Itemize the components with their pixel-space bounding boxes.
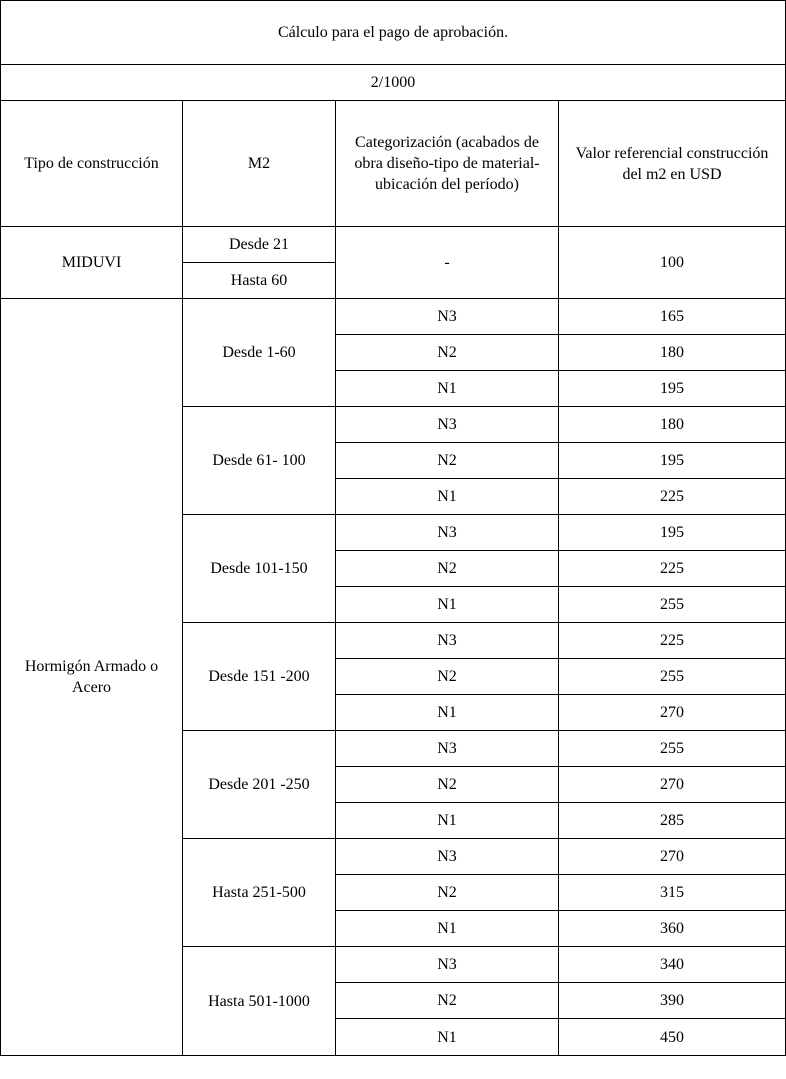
miduvi-m2-desde: Desde 21 bbox=[183, 227, 336, 263]
categoria-cell: N1 bbox=[336, 587, 559, 623]
valor-cell: 255 bbox=[559, 587, 786, 623]
categoria-cell: N3 bbox=[336, 731, 559, 767]
categoria-cell: N2 bbox=[336, 443, 559, 479]
hormigon-tipo: Hormigón Armado o Acero bbox=[1, 299, 183, 1056]
valor-cell: 195 bbox=[559, 515, 786, 551]
miduvi-valor: 100 bbox=[559, 227, 786, 299]
m2-range: Desde 201 -250 bbox=[183, 731, 336, 839]
valor-cell: 285 bbox=[559, 803, 786, 839]
table-row bbox=[1, 299, 786, 335]
categoria-cell: N3 bbox=[336, 515, 559, 551]
valor-cell: 225 bbox=[559, 623, 786, 659]
categoria-cell: N2 bbox=[336, 767, 559, 803]
m2-range: Hasta 251-500 bbox=[183, 839, 336, 947]
header-valor-referencial: Valor referencial construcción del m2 en USD bbox=[559, 101, 786, 227]
valor-cell: 180 bbox=[559, 335, 786, 371]
valor-cell: 195 bbox=[559, 371, 786, 407]
valor-cell: 195 bbox=[559, 443, 786, 479]
categoria-cell: N1 bbox=[336, 695, 559, 731]
header-categorizacion: Categorización (acabados de obra diseño-tipo de material-ubicación del período) bbox=[336, 101, 559, 227]
categoria-cell: N3 bbox=[336, 299, 559, 335]
categoria-cell: N1 bbox=[336, 479, 559, 515]
categoria-cell: N1 bbox=[336, 803, 559, 839]
m2-range: Desde 101-150 bbox=[183, 515, 336, 623]
categoria-cell: N2 bbox=[336, 875, 559, 911]
categoria-cell: N3 bbox=[336, 947, 559, 983]
fee-rate: 2/1000 bbox=[1, 65, 786, 101]
valor-cell: 270 bbox=[559, 695, 786, 731]
valor-cell: 360 bbox=[559, 911, 786, 947]
table-title: Cálculo para el pago de aprobación. bbox=[1, 1, 786, 65]
categoria-cell: N3 bbox=[336, 407, 559, 443]
m2-range: Desde 151 -200 bbox=[183, 623, 336, 731]
valor-cell: 180 bbox=[559, 407, 786, 443]
m2-range: Desde 1-60 bbox=[183, 299, 336, 407]
valor-cell: 225 bbox=[559, 551, 786, 587]
m2-range: Hasta 501-1000 bbox=[183, 947, 336, 1056]
valor-cell: 225 bbox=[559, 479, 786, 515]
header-tipo-construccion: Tipo de construcción bbox=[1, 101, 183, 227]
valor-cell: 315 bbox=[559, 875, 786, 911]
miduvi-tipo: MIDUVI bbox=[1, 227, 183, 299]
valor-cell: 270 bbox=[559, 839, 786, 875]
categoria-cell: N3 bbox=[336, 623, 559, 659]
categoria-cell: N1 bbox=[336, 371, 559, 407]
miduvi-m2-hasta: Hasta 60 bbox=[183, 263, 336, 299]
categoria-cell: N1 bbox=[336, 1019, 559, 1056]
categoria-cell: N1 bbox=[336, 911, 559, 947]
categoria-cell: N2 bbox=[336, 335, 559, 371]
categoria-cell: N2 bbox=[336, 983, 559, 1019]
categoria-cell: N2 bbox=[336, 659, 559, 695]
valor-cell: 255 bbox=[559, 731, 786, 767]
miduvi-categoria: - bbox=[336, 227, 559, 299]
header-m2: M2 bbox=[183, 101, 336, 227]
m2-range: Desde 61- 100 bbox=[183, 407, 336, 515]
valor-cell: 450 bbox=[559, 1019, 786, 1056]
valor-cell: 390 bbox=[559, 983, 786, 1019]
categoria-cell: N3 bbox=[336, 839, 559, 875]
valor-cell: 270 bbox=[559, 767, 786, 803]
valor-cell: 165 bbox=[559, 299, 786, 335]
valor-cell: 340 bbox=[559, 947, 786, 983]
categoria-cell: N2 bbox=[336, 551, 559, 587]
valor-cell: 255 bbox=[559, 659, 786, 695]
